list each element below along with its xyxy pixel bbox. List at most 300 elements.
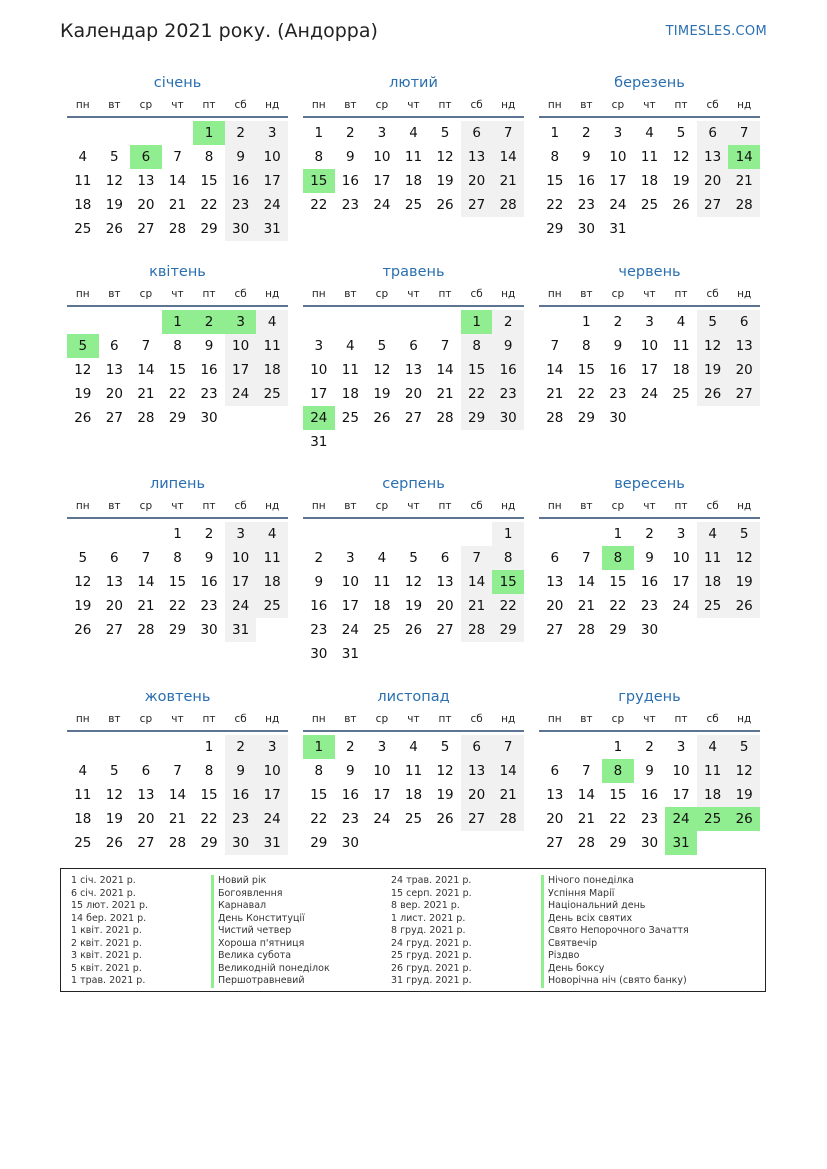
weekday-label: чт <box>643 713 656 725</box>
month-2 <box>303 72 524 286</box>
weekday-label: чт <box>643 99 656 111</box>
day-cell: 27 <box>546 622 564 638</box>
weekday-label: ср <box>611 288 625 300</box>
month-name: жовтень <box>144 689 211 705</box>
weekday-label: пн <box>311 500 326 512</box>
weekday-label: вт <box>344 288 357 300</box>
day-cell: 30 <box>200 622 218 638</box>
weekday-label: чт <box>643 500 656 512</box>
day-cell: 9 <box>204 338 214 354</box>
day-cell: 28 <box>577 835 595 851</box>
day-cell: 21 <box>728 169 760 193</box>
day-cell: 7 <box>141 338 151 354</box>
day-cell: 26 <box>74 410 92 426</box>
brand-link[interactable]: TIMESLES.COM <box>665 24 767 39</box>
day-cell: 14 <box>492 145 524 169</box>
day-cell: 12 <box>74 362 92 378</box>
day-cell: 24 <box>341 622 359 638</box>
day-cell: 15 <box>609 574 627 590</box>
weekday-label: нд <box>737 99 752 111</box>
day-cell: 11 <box>256 334 288 358</box>
day-cell: 7 <box>173 149 182 165</box>
day-cell: 2 <box>645 526 654 542</box>
day-cell: 16 <box>492 358 524 382</box>
weekday-label: вт <box>580 288 593 300</box>
day-cell: 2 <box>613 314 623 330</box>
legend-entry: День Конституції <box>211 913 330 926</box>
day-cell: 26 <box>105 835 123 851</box>
day-cell: 19 <box>404 598 423 614</box>
weekday-label: чт <box>407 288 420 300</box>
legend-entry: Першотравневий <box>211 975 330 988</box>
day-cell: 16 <box>640 787 659 803</box>
day-cell: 22 <box>577 386 595 402</box>
day-cell: 10 <box>341 574 359 590</box>
weekday-label: вт <box>108 500 121 512</box>
day-cell: 11 <box>404 763 423 779</box>
day-cell: 25 <box>404 197 423 213</box>
day-cell: 15 <box>310 787 328 803</box>
weekday-header <box>539 495 760 519</box>
day-cell: 9 <box>346 763 355 779</box>
day-cell: 12 <box>74 574 92 590</box>
day-cell: 3 <box>645 314 654 330</box>
day-cell: 29 <box>310 835 328 851</box>
day-cell: 30 <box>492 406 524 430</box>
day-cell: 14 <box>492 759 524 783</box>
day-cell: 31 <box>256 831 288 855</box>
weekday-label: сб <box>706 288 719 300</box>
day-cell: 9 <box>204 550 214 566</box>
day-cell: 9 <box>492 334 524 358</box>
day-cell: 20 <box>404 386 423 402</box>
day-cell: 2 <box>492 310 524 334</box>
day-cell: 4 <box>645 125 654 141</box>
day-cell: 30 <box>225 831 257 855</box>
day-cell: 27 <box>137 221 155 237</box>
day-cell: 18 <box>404 173 423 189</box>
weekday-header <box>67 94 288 118</box>
month-name: лютий <box>389 75 438 91</box>
day-cell: 4 <box>697 735 729 759</box>
legend-entry: Святвечір <box>541 938 689 951</box>
weekday-header <box>67 708 288 732</box>
weekday-label: нд <box>737 288 752 300</box>
weekday-label: сб <box>470 288 483 300</box>
day-cell: 31 <box>225 618 257 642</box>
day-cell: 27 <box>728 382 760 406</box>
day-cell: 1 <box>582 314 591 330</box>
day-cell: 31 <box>310 434 328 450</box>
weekday-label: пн <box>311 713 326 725</box>
day-cell: 5 <box>377 338 387 354</box>
day-cell: 31 <box>341 646 359 662</box>
day-cell: 13 <box>105 574 123 590</box>
day-cell: 10 <box>609 149 627 165</box>
day-cell: 25 <box>341 410 359 426</box>
month-3 <box>539 72 760 286</box>
day-cell: 27 <box>105 622 123 638</box>
day-cell: 9 <box>645 550 654 566</box>
weekday-header <box>303 94 524 118</box>
day-cell: 25 <box>256 594 288 618</box>
day-cell: 16 <box>609 362 627 378</box>
day-cell: 23 <box>341 197 359 213</box>
day-cell: 23 <box>492 382 524 406</box>
day-cell: 22 <box>461 382 493 406</box>
day-cell: 8 <box>550 149 560 165</box>
day-cell: 10 <box>672 550 690 566</box>
day-cell: 25 <box>697 594 729 618</box>
day-cell: 10 <box>672 763 690 779</box>
day-cell: 13 <box>137 173 155 189</box>
day-cell: 25 <box>256 382 288 406</box>
day-cell: 16 <box>640 574 659 590</box>
day-cell: 22 <box>310 811 328 827</box>
day-cell: 28 <box>137 410 155 426</box>
day-cell: 20 <box>137 811 155 827</box>
legend-entry: Національний день <box>541 900 689 913</box>
day-cell: 28 <box>492 807 524 831</box>
day-cell: 24 <box>256 193 288 217</box>
weekday-label: чт <box>171 99 184 111</box>
weekday-label: вт <box>108 99 121 111</box>
day-cell: 13 <box>105 362 123 378</box>
day-cell: 1 <box>550 125 560 141</box>
day-cell: 15 <box>168 574 187 590</box>
day-cell: 28 <box>436 410 454 426</box>
day-cell: 12 <box>728 759 760 783</box>
day-cell: 6 <box>697 121 729 145</box>
day-cell: 2 <box>645 739 654 755</box>
day-cell: 29 <box>168 410 187 426</box>
legend-entry: Велика субота <box>211 950 330 963</box>
holiday-day-cell: 14 <box>728 145 760 169</box>
day-cell: 1 <box>204 739 214 755</box>
weekday-label: вт <box>344 99 357 111</box>
day-cell: 20 <box>137 197 155 213</box>
day-cell: 22 <box>546 197 564 213</box>
month-6 <box>539 261 760 475</box>
weekday-header <box>539 283 760 307</box>
day-cell: 27 <box>105 410 123 426</box>
day-cell: 20 <box>461 169 493 193</box>
day-cell: 12 <box>404 574 423 590</box>
weekday-label: ср <box>139 99 153 111</box>
day-cell: 5 <box>110 763 119 779</box>
weekday-label: вт <box>580 500 593 512</box>
page-title: Календар 2021 року. (Андорра) <box>60 20 378 42</box>
day-cell: 11 <box>672 338 690 354</box>
legend-entry: 31 груд. 2021 р. <box>391 975 472 986</box>
day-cell: 2 <box>225 735 257 759</box>
weekday-label: чт <box>171 288 184 300</box>
day-cell: 18 <box>404 787 423 803</box>
weekday-label: чт <box>171 500 184 512</box>
holiday-day-cell: 1 <box>303 735 335 759</box>
day-cell: 24 <box>609 197 627 213</box>
month-9 <box>539 473 760 687</box>
day-cell: 21 <box>577 598 595 614</box>
day-cell: 13 <box>697 145 729 169</box>
day-cell: 25 <box>74 221 92 237</box>
day-cell: 29 <box>200 835 218 851</box>
day-cell: 9 <box>346 149 355 165</box>
holiday-day-cell: 3 <box>225 310 257 334</box>
day-cell: 8 <box>204 763 214 779</box>
legend-entry: Свято Непорочного Зачаття <box>541 925 689 938</box>
day-cell: 25 <box>373 622 391 638</box>
day-cell: 26 <box>436 197 454 213</box>
weekday-label: нд <box>265 713 280 725</box>
day-cell: 31 <box>256 217 288 241</box>
day-cell: 18 <box>373 598 391 614</box>
day-cell: 5 <box>676 125 686 141</box>
month-name: листопад <box>377 689 450 705</box>
day-cell: 19 <box>436 173 454 189</box>
day-cell: 10 <box>373 763 391 779</box>
weekday-label: пт <box>674 500 688 512</box>
day-cell: 23 <box>310 622 328 638</box>
day-cell: 21 <box>577 811 595 827</box>
day-cell: 15 <box>461 358 493 382</box>
weekday-label: пн <box>75 500 90 512</box>
day-cell: 29 <box>577 410 595 426</box>
day-cell: 18 <box>256 570 288 594</box>
day-cell: 6 <box>461 121 493 145</box>
day-cell: 21 <box>492 783 524 807</box>
day-cell: 2 <box>582 125 591 141</box>
day-cell: 5 <box>78 550 88 566</box>
day-cell: 7 <box>141 550 151 566</box>
weekday-label: сб <box>234 288 247 300</box>
weekday-label: вт <box>108 713 121 725</box>
day-cell: 16 <box>310 598 328 614</box>
day-cell: 8 <box>314 763 324 779</box>
day-cell: 11 <box>74 173 92 189</box>
day-cell: 26 <box>404 622 423 638</box>
weekday-label: пн <box>75 713 90 725</box>
legend-dates-col-2 <box>391 875 472 988</box>
day-cell: 14 <box>168 787 187 803</box>
day-cell: 8 <box>461 334 493 358</box>
weekday-label: ср <box>611 500 625 512</box>
day-cell: 29 <box>546 221 564 237</box>
day-cell: 17 <box>310 386 328 402</box>
holiday-day-cell: 24 <box>665 807 697 831</box>
day-cell: 30 <box>341 835 359 851</box>
legend-entry: 15 лют. 2021 р. <box>71 900 148 911</box>
day-cell: 11 <box>373 574 391 590</box>
weekday-label: пт <box>438 500 452 512</box>
day-cell: 4 <box>78 763 88 779</box>
day-cell: 11 <box>697 546 729 570</box>
day-cell: 23 <box>577 197 595 213</box>
day-cell: 4 <box>256 522 288 546</box>
day-cell: 15 <box>609 787 627 803</box>
day-cell: 23 <box>640 811 659 827</box>
legend-entry: Новорічна ніч (свято банку) <box>541 975 689 988</box>
day-cell: 2 <box>346 739 355 755</box>
weekday-label: чт <box>407 99 420 111</box>
day-cell: 16 <box>225 169 257 193</box>
weekday-label: пт <box>202 500 216 512</box>
day-cell: 19 <box>74 386 92 402</box>
day-cell: 21 <box>137 386 155 402</box>
day-cell: 24 <box>672 598 690 614</box>
day-cell: 3 <box>613 125 623 141</box>
day-cell: 13 <box>461 145 493 169</box>
day-cell: 2 <box>225 121 257 145</box>
day-cell: 4 <box>78 149 88 165</box>
day-cell: 5 <box>440 125 450 141</box>
day-cell: 14 <box>577 787 595 803</box>
day-cell: 11 <box>74 787 92 803</box>
holiday-day-cell: 1 <box>162 310 194 334</box>
day-cell: 19 <box>105 197 123 213</box>
day-cell: 15 <box>200 173 218 189</box>
day-cell: 12 <box>373 362 391 378</box>
weekday-label: пн <box>547 288 562 300</box>
day-cell: 14 <box>546 362 564 378</box>
day-cell: 3 <box>346 550 355 566</box>
weekday-label: нд <box>265 500 280 512</box>
day-cell: 20 <box>546 811 564 827</box>
weekday-label: сб <box>234 500 247 512</box>
weekday-label: ср <box>375 713 389 725</box>
day-cell: 22 <box>168 386 187 402</box>
holiday-day-cell: 1 <box>461 310 493 334</box>
day-cell: 24 <box>373 197 391 213</box>
legend-entry: 8 вер. 2021 р. <box>391 900 460 911</box>
weekday-label: чт <box>407 500 420 512</box>
day-cell: 3 <box>256 121 288 145</box>
legend-entry: 15 серп. 2021 р. <box>391 887 472 899</box>
day-cell: 9 <box>613 338 623 354</box>
month-1 <box>67 72 288 286</box>
day-cell: 30 <box>225 217 257 241</box>
day-cell: 21 <box>436 386 454 402</box>
day-cell: 21 <box>168 811 187 827</box>
day-cell: 23 <box>640 598 659 614</box>
holiday-day-cell: 31 <box>665 831 697 855</box>
day-cell: 14 <box>577 574 595 590</box>
legend-entry: 1 січ. 2021 р. <box>71 875 136 886</box>
weekday-label: пт <box>438 713 452 725</box>
day-cell: 6 <box>141 763 151 779</box>
day-cell: 20 <box>436 598 454 614</box>
holiday-day-cell: 5 <box>67 334 99 358</box>
day-cell: 26 <box>728 594 760 618</box>
day-cell: 7 <box>492 735 524 759</box>
day-cell: 13 <box>546 787 564 803</box>
day-cell: 7 <box>582 550 591 566</box>
day-cell: 3 <box>225 522 257 546</box>
day-cell: 2 <box>204 526 214 542</box>
day-cell: 7 <box>492 121 524 145</box>
day-cell: 22 <box>200 811 218 827</box>
legend-entry: Богоявлення <box>211 888 330 901</box>
legend-entry: 6 січ. 2021 р. <box>71 887 136 899</box>
weekday-label: пт <box>202 713 216 725</box>
day-cell: 3 <box>314 338 324 354</box>
month-name: липень <box>149 476 206 492</box>
day-cell: 26 <box>74 622 92 638</box>
day-cell: 1 <box>314 125 324 141</box>
weekday-label: пт <box>202 99 216 111</box>
day-cell: 3 <box>377 125 387 141</box>
day-cell: 1 <box>492 522 524 546</box>
day-cell: 13 <box>728 334 760 358</box>
day-cell: 7 <box>550 338 560 354</box>
day-cell: 15 <box>200 787 218 803</box>
weekday-label: нд <box>265 99 280 111</box>
weekday-label: пн <box>311 288 326 300</box>
day-cell: 15 <box>168 362 187 378</box>
weekday-label: сб <box>470 500 483 512</box>
day-cell: 9 <box>314 574 324 590</box>
day-cell: 7 <box>173 763 182 779</box>
weekday-label: пн <box>75 99 90 111</box>
day-cell: 20 <box>105 386 123 402</box>
month-name: березень <box>614 75 685 91</box>
day-grid <box>67 519 288 687</box>
day-cell: 4 <box>256 310 288 334</box>
day-cell: 24 <box>225 594 257 618</box>
day-cell: 16 <box>200 362 218 378</box>
day-cell: 3 <box>676 739 686 755</box>
day-cell: 21 <box>168 197 187 213</box>
day-cell: 11 <box>341 362 359 378</box>
day-cell: 14 <box>168 173 187 189</box>
day-cell: 7 <box>728 121 760 145</box>
legend-entry: 1 трав. 2021 р. <box>71 975 146 986</box>
day-cell: 25 <box>74 835 92 851</box>
day-cell: 22 <box>200 197 218 213</box>
day-grid <box>303 307 524 475</box>
day-cell: 18 <box>74 197 92 213</box>
weekday-label: пн <box>547 713 562 725</box>
month-name: січень <box>153 75 202 91</box>
day-cell: 1 <box>613 526 623 542</box>
day-cell: 4 <box>409 125 418 141</box>
day-cell: 15 <box>546 173 564 189</box>
day-cell: 11 <box>256 546 288 570</box>
weekday-header <box>67 283 288 307</box>
day-cell: 6 <box>550 550 560 566</box>
day-cell: 19 <box>672 173 690 189</box>
legend-entry: 26 груд. 2021 р. <box>391 962 472 974</box>
day-cell: 22 <box>609 598 627 614</box>
day-cell: 6 <box>440 550 450 566</box>
legend-entry: Різдво <box>541 950 689 963</box>
day-cell: 8 <box>173 550 182 566</box>
day-cell: 21 <box>546 386 564 402</box>
weekday-label: нд <box>501 99 516 111</box>
weekday-label: чт <box>171 713 184 725</box>
day-cell: 12 <box>697 334 729 358</box>
day-cell: 8 <box>314 149 324 165</box>
day-grid <box>539 307 760 475</box>
month-name: квітень <box>149 264 206 280</box>
day-cell: 18 <box>74 811 92 827</box>
day-cell: 6 <box>728 310 760 334</box>
day-cell: 26 <box>672 197 690 213</box>
weekday-label: пн <box>547 99 562 111</box>
holiday-day-cell: 1 <box>193 121 225 145</box>
weekday-label: пт <box>438 99 452 111</box>
weekday-label: пн <box>311 99 326 111</box>
